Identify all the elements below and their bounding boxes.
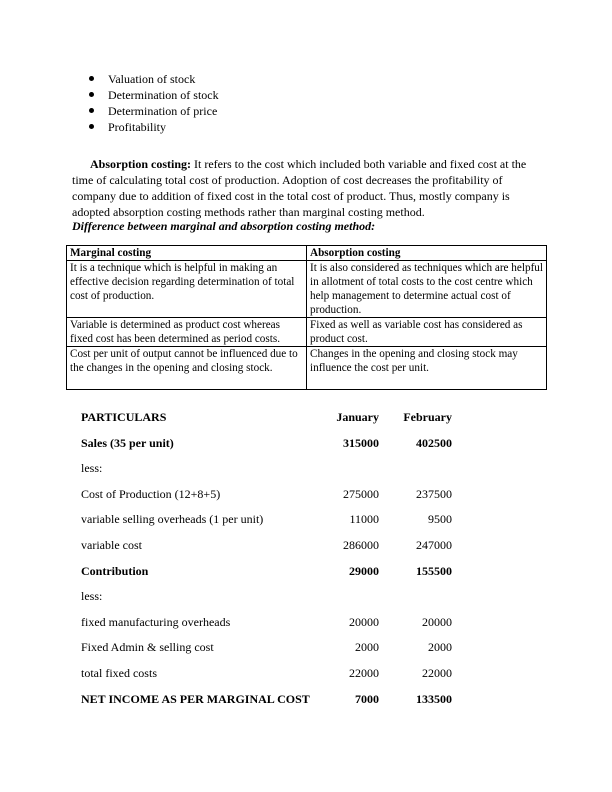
statement-row: less: — [81, 589, 103, 604]
net-income-row: NET INCOME AS PER MARGINAL COST 7000 133500 — [81, 691, 452, 706]
statement-row: Cost of Production (12+8+5) 275000 237500 — [81, 486, 452, 501]
statement-row: variable selling overheads (1 per unit) 11000 9500 — [81, 512, 452, 527]
list-item: Determination of price — [72, 103, 219, 119]
bullet-icon — [89, 76, 94, 81]
table-cell: Variable is determined as product cost whereas fixed cost has been determined as period costs. — [67, 318, 307, 347]
list-item: Determination of stock — [72, 87, 219, 103]
header-absorption: Absorption costing — [307, 246, 547, 261]
comparison-table — [66, 245, 547, 390]
bullet-list — [72, 71, 219, 135]
statement-header: PARTICULARS January February — [81, 410, 452, 424]
table-cell: Changes in the opening and closing stock may influence the cost per unit. — [307, 347, 547, 390]
table-cell: Cost per unit of output cannot be influenced due to the changes in the opening and closing stock. — [67, 347, 307, 390]
list-item: Valuation of stock — [72, 71, 219, 87]
bullet-icon — [89, 92, 94, 97]
statement-row: variable cost 286000 247000 — [81, 537, 452, 552]
table-cell: Fixed as well as variable cost has considered as product cost. — [307, 318, 547, 347]
statement-row: total fixed costs 22000 22000 — [81, 665, 452, 680]
table-row — [67, 347, 547, 390]
table-header-row — [67, 246, 547, 261]
bullet-icon — [89, 108, 94, 113]
header-marginal: Marginal costing — [67, 246, 307, 261]
bullet-icon — [89, 124, 94, 129]
february-column-header: February — [403, 410, 452, 424]
absorption-costing-paragraph — [72, 156, 540, 220]
table-cell: It is also considered as techniques which are helpful in allotment of total costs to the cost centre which help management to determine actual cost of production. — [307, 261, 547, 318]
table-row — [67, 261, 547, 318]
statement-row: fixed manufacturing overheads 20000 20000 — [81, 614, 452, 629]
table-cell: It is a technique which is helpful in making an effective decision regarding determination of total cost of production. — [67, 261, 307, 318]
absorption-costing-text: It refers to the cost which included both variable and fixed cost at the time of calculating total cost of production. Adoption of cost decreases the profitability of company due to addition of fixed cost in the total cost of product. Thus, mostly company is adopted absorption costing methods rather than marginal costing method. — [72, 157, 527, 219]
difference-heading: Difference between marginal and absorption costing method: — [72, 219, 376, 233]
statement-row: Fixed Admin & selling cost 2000 2000 — [81, 640, 452, 655]
statement-row: less: — [81, 461, 103, 476]
statement-row: Contribution 29000 155500 — [81, 563, 452, 578]
list-item: Profitability — [72, 119, 219, 135]
marginal-cost-statement — [81, 409, 461, 716]
statement-row: Sales (35 per unit) 315000 402500 — [81, 435, 452, 450]
table-row — [67, 318, 547, 347]
absorption-costing-term: Absorption costing: — [90, 157, 192, 171]
january-column-header: January — [336, 410, 379, 424]
